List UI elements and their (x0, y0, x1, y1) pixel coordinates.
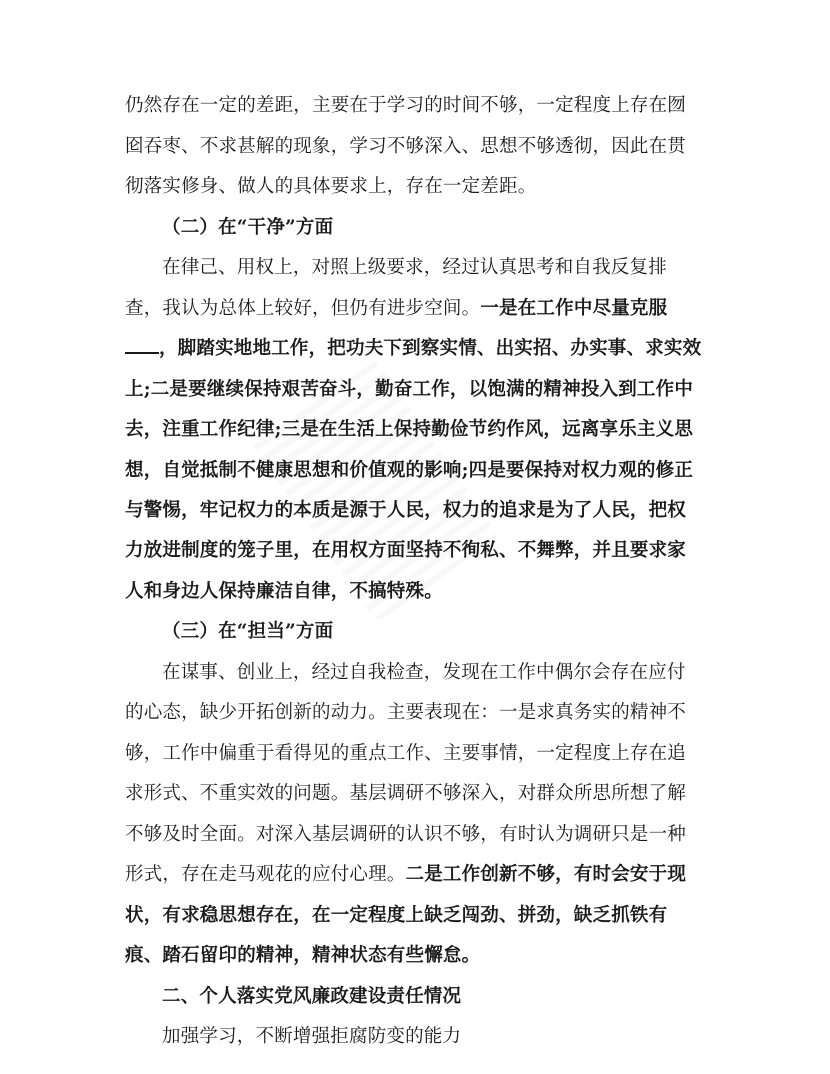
section-heading: （二）在“干净”方面 (162, 217, 334, 238)
paragraph-line: 去，注重工作纪律;三是在生活上保持勤俭节约作风，远离享乐主义思 (125, 419, 694, 440)
paragraph-line: 上;二是要继续保持艰苦奋斗，勤奋工作，以饱满的精神投入到工作中 (125, 379, 694, 400)
paragraph-line: 在律己、用权上，对照上级要求，经过认真思考和自我反复排 (162, 257, 667, 278)
paragraph-line: 囵吞枣、不求甚解的现象，学习不够深入、思想不够透彻，因此在贯 (125, 136, 687, 157)
paragraph-line: 求形式、不重实效的问题。基层调研不够深入，对群众所思所想了解 (125, 783, 687, 804)
paragraph-line: 在谋事、创业上，经过自我检查，发现在工作中偶尔会存在应付 (162, 662, 686, 683)
section-heading: 二、个人落实党风廉政建设责任情况 (162, 986, 462, 1007)
paragraph-line: 仍然存在一定的差距，主要在于学习的时间不够，一定程度上存在囫 (125, 95, 687, 116)
paragraph-line: 够，工作中偏重于看得见的重点工作、主要事情，一定程度上存在追 (125, 743, 687, 764)
paragraph-line: 状，有求稳思想存在，在一定程度上缺乏闯劲、拼劲，缺乏抓铁有 (125, 905, 668, 926)
section-heading: （三）在“担当”方面 (162, 621, 334, 642)
paragraph-line: 想，自觉抵制不健康思想和价值观的影响;四是要保持对权力观的修正 (125, 460, 694, 481)
blank-underline (125, 338, 159, 354)
paragraph-line: 形式，存在走马观花的应付心理。二是工作创新不够，有时会安于现 (125, 864, 687, 885)
paragraph-line: 加强学习，不断增强拒腐防变的能力 (162, 1026, 462, 1047)
paragraph-line: ，脚踏实地地工作，把功夫下到察实情、出实招、办实事、求实效 (125, 337, 705, 361)
paragraph-line: 力放进制度的笼子里，在用权方面坚持不徇私、不舞弊，并且要求家 (125, 540, 687, 561)
paragraph-line: 与警惕，牢记权力的本质是源于人民，权力的追求是为了人民，把权 (125, 500, 687, 521)
paragraph-line: 的心态，缺少开拓创新的动力。主要表现在：一是求真务实的精神不 (125, 702, 687, 723)
paragraph-line: 查，我认为总体上较好，但仍有进步空间。一是在工作中尽量克服 (125, 298, 668, 319)
paragraph-line: 人和身边人保持廉洁自律，不搞特殊。 (125, 581, 443, 602)
paragraph-line: 彻落实修身、做人的具体要求上，存在一定差距。 (125, 176, 537, 197)
paragraph-line: 不够及时全面。对深入基层调研的认识不够，有时认为调研只是一种 (125, 824, 687, 845)
paragraph-line: 痕、踏石留印的精神，精神状态有些懈怠。 (125, 945, 481, 966)
